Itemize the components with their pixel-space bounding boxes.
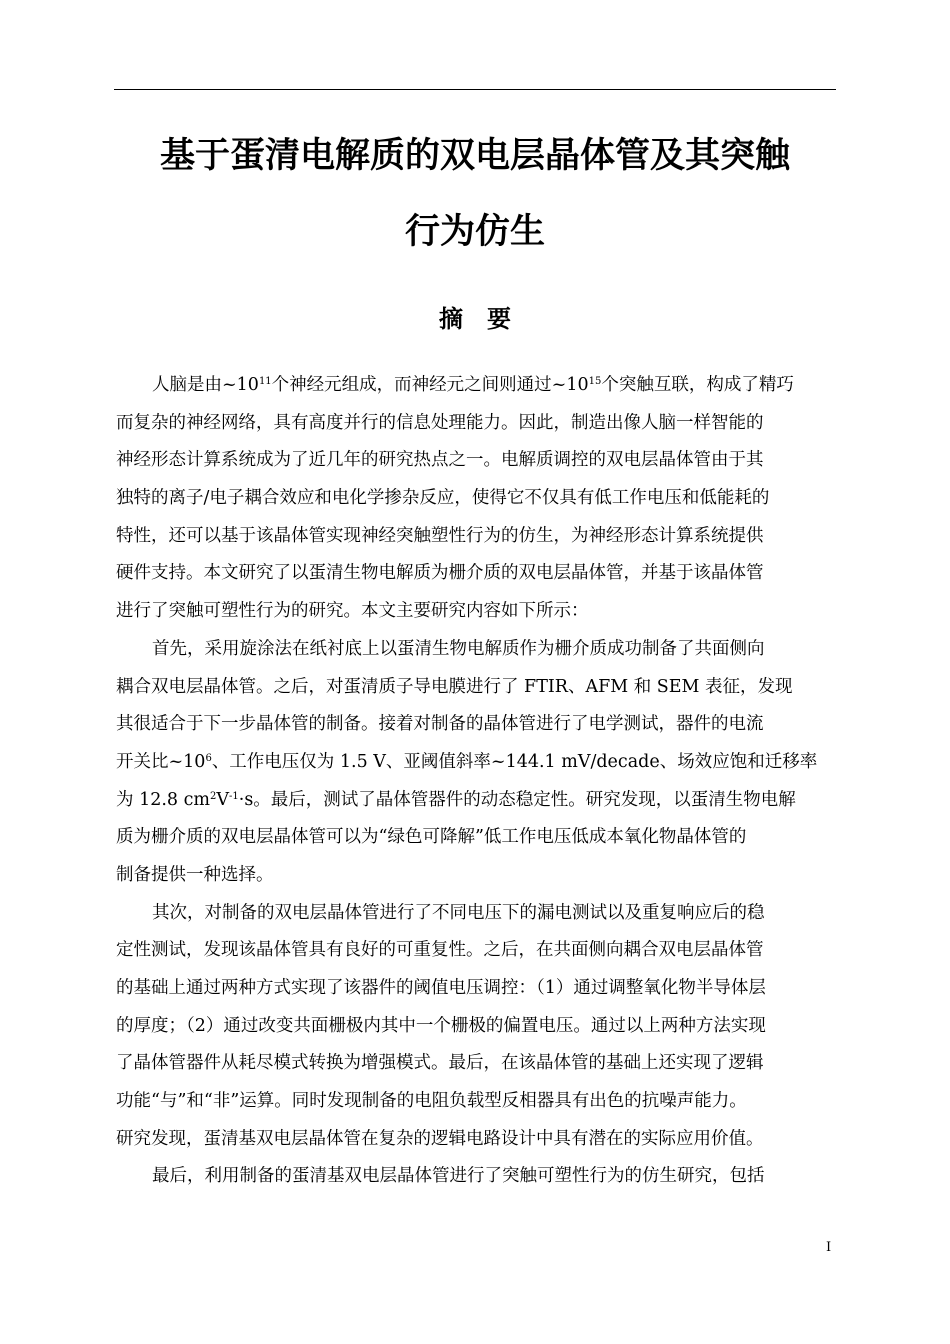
abstract-heading-char-2: 要: [487, 305, 511, 333]
paragraph-2-line-5: 为 12.8 $cm^2V^{-1}\cdot s$。最后，测试了晶体管器件的动态稳定性。研究发现，以蛋清生物电解: [116, 789, 796, 810]
paragraph-1-line-2: 而复杂的神经网络，具有高度并行的信息处理能力。因此，制造出像人脑一样智能的: [116, 412, 764, 433]
thesis-title-line-2: 行为仿生: [404, 212, 545, 252]
page-number: I: [826, 1240, 832, 1255]
paragraph-2-line-2: 耦合双电层晶体管。之后，对蛋清质子导电膜进行了 FTIR、AFM 和 SEM 表征，发现: [116, 676, 793, 697]
abstract-heading-char-1: 摘: [439, 305, 463, 333]
paragraph-2-line-6: 质为栅介质的双电层晶体管可以为“绿色可降解”低工作电压低成本氧化物晶体管的: [116, 827, 747, 848]
abstract-heading: [0, 304, 950, 334]
paragraph-2-line-7: 制备提供一种选择。: [116, 864, 274, 885]
paragraph-3-line-2: 定性测试，发现该晶体管具有良好的可重复性。之后，在共面侧向耦合双电层晶体管: [116, 940, 764, 961]
paragraph-2-line-3: 其很适合于下一步晶体管的制备。接着对制备的晶体管进行了电学测试，器件的电流: [116, 714, 764, 735]
header-rule: [114, 89, 836, 90]
paragraph-1-line-1: 人脑是由$\sim 10^{11}$个神经元组成，而神经元之间则通过$\sim 10^{15}$个突触互联，构成了精巧: [152, 375, 794, 395]
paragraph-2-line-4: 开关比$\sim 10^6$、工作电压仅为 1.5 V、亚阈值斜率~144.1 mV/decade、场效应饱和迁移率: [116, 751, 818, 772]
paragraph-3-line-7: 研究发现，蛋清基双电层晶体管在复杂的逻辑电路设计中具有潜在的实际应用价值。: [116, 1128, 764, 1149]
paragraph-3-line-6: 功能“与”和“非”运算。同时发现制备的电阻负载型反相器具有出色的抗噪声能力。: [116, 1091, 747, 1112]
paragraph-1-line-7: 进行了突触可塑性行为的研究。本文主要研究内容如下所示：: [116, 601, 589, 622]
paragraph-1-line-6: 硬件支持。本文研究了以蛋清生物电解质为栅介质的双电层晶体管，并基于该晶体管: [116, 563, 764, 584]
paragraph-3-line-3: 的基础上通过两种方式实现了该器件的阈值电压调控：（1）通过调整氧化物半导体层: [116, 978, 766, 998]
abstract-body: [116, 367, 856, 1196]
paragraph-1-line-3: 神经形态计算系统成为了近几年的研究热点之一。电解质调控的双电层晶体管由于其: [116, 450, 764, 471]
paragraph-2-line-1: 首先，采用旋涂法在纸衬底上以蛋清生物电解质作为栅介质成功制备了共面侧向: [152, 638, 765, 659]
paragraph-1-line-4: 独特的离子/电子耦合效应和电化学掺杂反应，使得它不仅具有低工作电压和低能耗的: [116, 488, 770, 509]
thesis-title-line-1: 基于蛋清电解质的双电层晶体管及其突触: [159, 136, 790, 176]
paragraph-3-line-1: 其次，对制备的双电层晶体管进行了不同电压下的漏电测试以及重复响应后的稳: [152, 902, 765, 923]
paragraph-3-line-5: 了晶体管器件从耗尽模式转换为增强模式。最后，在该晶体管的基础上还实现了逻辑: [116, 1053, 764, 1074]
paragraph-3-line-4: 的厚度；（2）通过改变共面栅极内其中一个栅极的偏置电压。通过以上两种方法实现: [116, 1015, 766, 1036]
paragraph-1-line-5: 特性，还可以基于该晶体管实现神经突触塑性行为的仿生，为神经形态计算系统提供: [116, 525, 764, 546]
paragraph-4-line-1: 最后，利用制备的蛋清基双电层晶体管进行了突触可塑性行为的仿生研究，包括: [152, 1166, 765, 1187]
